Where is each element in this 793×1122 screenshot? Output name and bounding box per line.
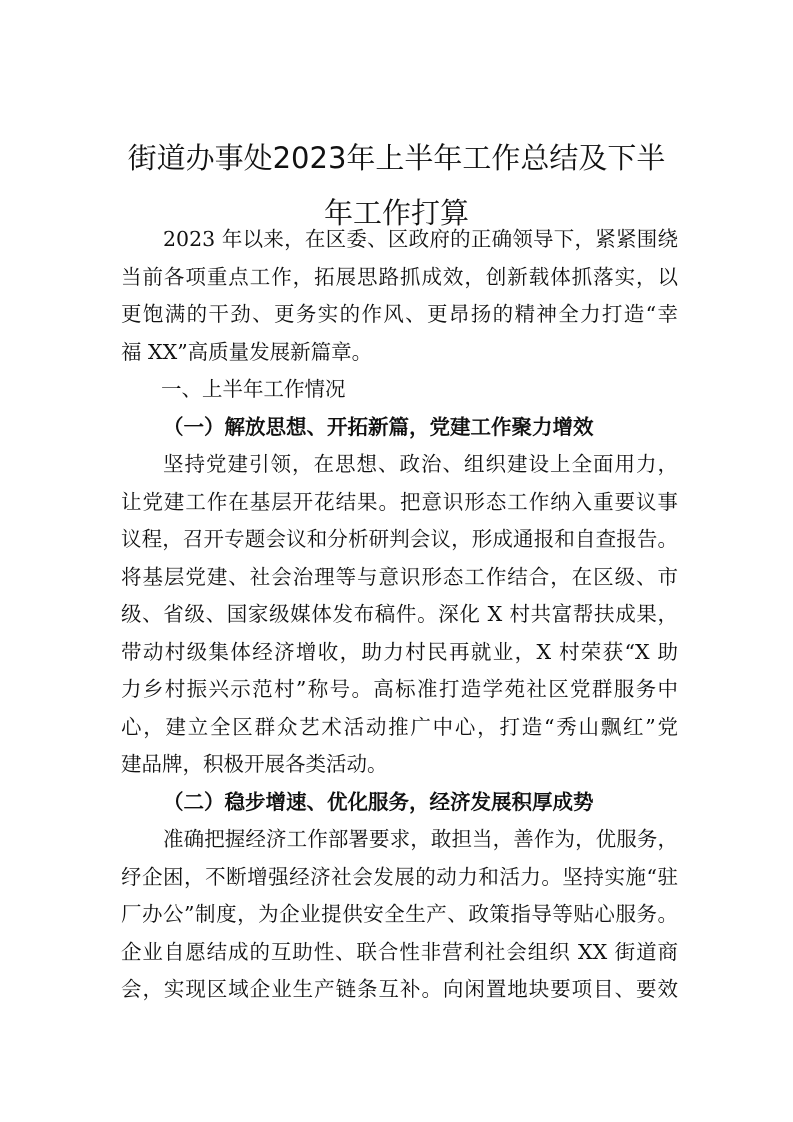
intro-paragraph bbox=[121, 221, 678, 371]
economy-paragraph bbox=[121, 821, 678, 1009]
text-line: 建品牌，积极开展各类活动。 bbox=[121, 752, 388, 776]
text-line: 企业自愿结成的互助性、联合性非营利社会组织 XX 街道商 bbox=[121, 939, 678, 964]
document-title-line-2: 年工作打算 bbox=[323, 196, 469, 230]
text-line: 2023 年以来，在区委、区政府的正确领导下，紧紧围绕 bbox=[163, 227, 678, 251]
subsection-heading: （二）稳步增速、优化服务，经济发展积厚成势 bbox=[163, 789, 594, 814]
text-line: 带动村级集体经济增收，助力村民再就业，X 村荣获“X 助 bbox=[121, 639, 678, 664]
text-line: 心，建立全区群众艺术活动推广中心，打造“秀山飘红”党 bbox=[121, 714, 678, 739]
text-line: 坚持党建引领，在思想、政治、组织建设上全面用力， bbox=[163, 452, 678, 476]
text-line: 力乡村振兴示范村”称号。高标准打造学苑社区党群服务中 bbox=[121, 677, 678, 701]
section-heading: 一、上半年工作情况 bbox=[161, 377, 346, 401]
text-line: 将基层党建、社会治理等与意识形态工作结合，在区级、市 bbox=[121, 564, 678, 589]
subsection-heading: （一）解放思想、开拓新篇，党建工作聚力增效 bbox=[163, 414, 594, 439]
text-line: 纾企困，不断增强经济社会发展的动力和活力。坚持实施“驻 bbox=[121, 864, 678, 889]
text-line: 厂办公”制度，为企业提供安全生产、政策指导等贴心服务。 bbox=[121, 902, 678, 926]
text-line: 更饱满的干劲、更务实的作风、更昂扬的精神全力打造“幸 bbox=[121, 302, 678, 326]
text-line: 当前各项重点工作，拓展思路抓成效，创新载体抓落实，以 bbox=[121, 264, 678, 289]
text-line: 让党建工作在基层开花结果。把意识形态工作纳入重要议事 bbox=[121, 489, 678, 514]
text-line: 会，实现区域企业生产链条互补。向闲置地块要项目、要效 bbox=[121, 977, 678, 1001]
document-body bbox=[121, 221, 678, 1009]
text-line: 级、省级、国家级媒体发布稿件。深化 X 村共富帮扶成果， bbox=[121, 602, 678, 626]
text-line: 准确把握经济工作部署要求，敢担当，善作为，优服务， bbox=[163, 827, 678, 851]
party-building-paragraph bbox=[121, 446, 678, 784]
text-line: 福 XX”高质量发展新篇章。 bbox=[121, 339, 373, 364]
text-line: 议程，召开专题会议和分析研判会议，形成通报和自查报告。 bbox=[121, 527, 678, 551]
document-title-line-1: 街道办事处2023年上半年工作总结及下半 bbox=[127, 141, 666, 175]
